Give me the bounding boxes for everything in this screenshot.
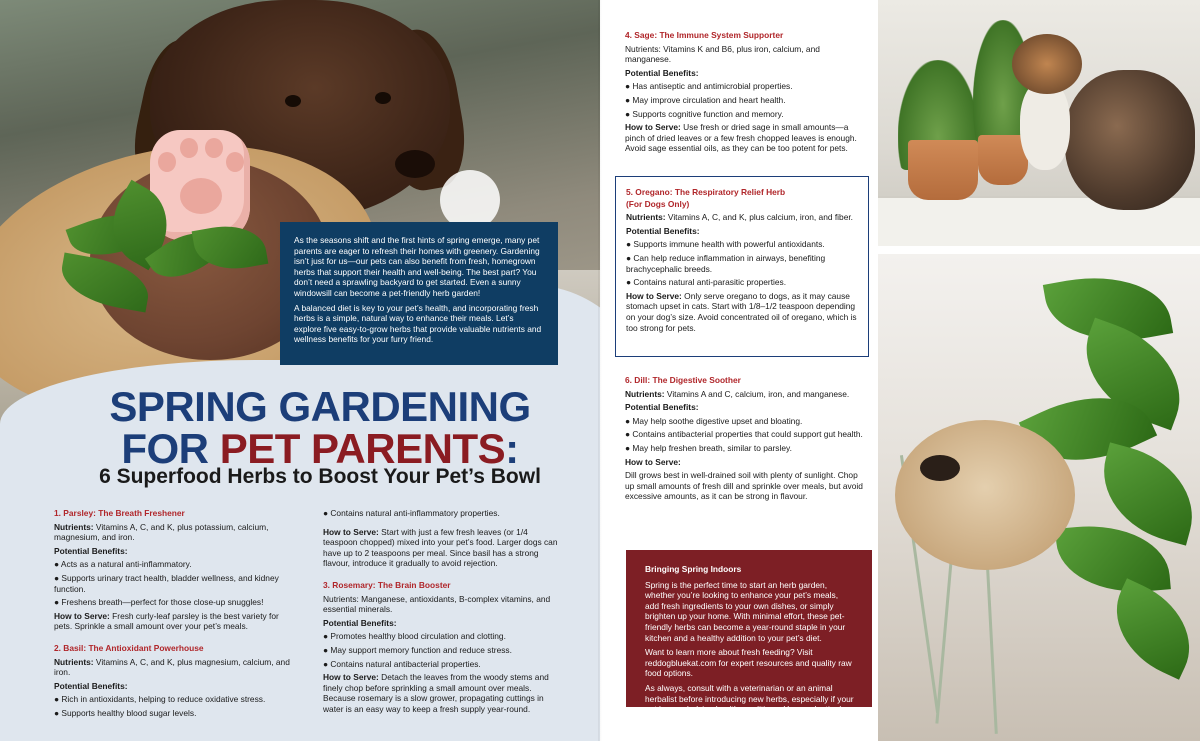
benefits-label: Potential Benefits:	[626, 225, 700, 236]
serve-label: How to Serve:	[625, 456, 681, 467]
oregano-nutrients	[626, 212, 858, 223]
oregano-serve-text: Only serve oregano to dogs, as it may cause stomach upset in cats. Start with 1/8–1/2 teaspoon depending on your dog’s size. Avoid concentrated oil of oregano, which is too strong for pets.	[626, 290, 857, 333]
basil-serve-text: Start with just a few fresh leaves (or 1/4 teaspoon chopped) mixed into your pet’s food. Larger dogs can have up to 2 teaspoons per meal. Since basil has a strong flavour, introduce it gradually to avoid rejection.	[323, 526, 558, 569]
basil-nutrients-text: Vitamins A, C, and K, plus magnesium, calcium, and iron.	[54, 656, 290, 678]
dill-section	[625, 375, 865, 505]
parsley-serve	[54, 611, 298, 632]
headline-colon: :	[505, 425, 519, 472]
dill-title: 6. Dill: The Digestive Soother	[625, 375, 741, 385]
spring-box-paragraph: Want to learn more about fresh feeding? Visit reddogbluekat.com for expert resources and quality raw food options.	[645, 647, 852, 679]
dill-benefit: ● May help soothe digestive upset and bloating.	[625, 415, 803, 426]
oregano-box	[615, 176, 869, 357]
herb-pot	[908, 140, 978, 200]
paw-toe-pad	[180, 138, 198, 158]
basil-serve	[323, 527, 563, 569]
column-left	[54, 508, 298, 722]
serve-label: How to Serve:	[323, 526, 379, 537]
paw-toe-pad	[205, 138, 223, 158]
nutrients-label: Nutrients:	[625, 388, 665, 399]
parsley-benefit: ● Acts as a natural anti-inflammatory.	[54, 559, 192, 570]
rosemary-title: 3. Rosemary: The Brain Booster	[323, 579, 451, 590]
sage-benefit: ● Has antiseptic and antimicrobial properties.	[625, 81, 793, 92]
benefits-label: Potential Benefits:	[323, 617, 397, 628]
benefits-label: Potential Benefits:	[54, 545, 128, 556]
serve-label: How to Serve:	[54, 610, 110, 621]
benefits-label: Potential Benefits:	[54, 680, 128, 691]
oregano-title: 5. Oregano: The Respiratory Relief Herb	[626, 187, 786, 197]
benefits-label: Potential Benefits:	[625, 67, 699, 78]
sage-nutrients: Nutrients: Vitamins K and B6, plus iron, calcium, and manganese.	[625, 43, 820, 65]
nutrients-label: Nutrients:	[626, 212, 666, 223]
dog-eye-left	[285, 95, 301, 107]
basil-title: 2. Basil: The Antioxidant Powerhouse	[54, 642, 204, 653]
column-middle	[323, 508, 563, 718]
dill-serve: Dill grows best in well-drained soil with plenty of sunlight. Chop up small amounts of fresh dill and sprinkle over meals, but avoid excessive amounts, as it can be strong in flavour.	[625, 470, 863, 502]
oregano-benefit: ● Can help reduce inflammation in airways, benefiting brachycephalic breeds.	[626, 252, 826, 274]
basil-nutrients	[54, 657, 298, 678]
dill-nutrients-text: Vitamins A and C, calcium, iron, and manganese.	[664, 388, 850, 399]
basil-benefit: ● Rich in antioxidants, helping to reduce oxidative stress.	[54, 694, 266, 705]
cat-head	[1012, 34, 1082, 94]
sage-benefit: ● Supports cognitive function and memory.	[625, 108, 784, 119]
spring-box-title: Bringing Spring Indoors	[645, 564, 742, 574]
parsley-nutrients-text: Vitamins A, C, and K, plus potassium, calcium, magnesium, and iron.	[54, 521, 269, 543]
parsley-nutrients	[54, 522, 298, 543]
dill-benefit: ● May help freshen breath, similar to parsley.	[625, 442, 792, 453]
paw-toe-pad	[158, 152, 176, 172]
pug-nose	[920, 455, 960, 481]
oregano-benefit: ● Supports immune health with powerful antioxidants.	[626, 239, 825, 250]
basil-benefit: ● Supports healthy blood sugar levels.	[54, 707, 197, 718]
headline-subtitle: 6 Superfood Herbs to Boost Your Pet’s Bowl	[99, 465, 541, 488]
intro-paragraph: A balanced diet is key to your pet’s health, and incorporating fresh herbs is a simple, natural way to enhance their meals. Let’s explore five easy-to-grow herbs that provide valuable nutrients and wellness benefits for your furry friend.	[294, 302, 542, 345]
rosemary-benefit: ● May support memory function and reduce stress.	[323, 644, 512, 655]
spring-box-paragraph: As always, consult with a veterinarian or an animal herbalist before introducing new herbs, especially if your pet has underlying health conditions. Happy planting!	[645, 682, 854, 715]
headline-for: FOR	[121, 425, 220, 472]
rosemary-nutrients: Nutrients: Manganese, antioxidants, B-complex vitamins, and essential minerals.	[323, 593, 551, 615]
pug-face	[895, 420, 1075, 570]
rosemary-benefit: ● Promotes healthy blood circulation and clotting.	[323, 631, 506, 642]
page-gutter	[598, 0, 602, 741]
nutrients-label: Nutrients:	[54, 656, 94, 667]
serve-label: How to Serve:	[625, 122, 681, 133]
sage-title: 4. Sage: The Immune System Supporter	[625, 30, 784, 40]
rosemary-serve	[323, 672, 563, 714]
rosemary-serve-text: Detach the leaves from the woody stems and finely chop before sprinkling a small amount over meals. Because rosemary is a slow grower, propagating cuttings in water is an easy way to keep a fresh supply year-round.	[323, 672, 549, 714]
sage-serve-text: Use fresh or dried sage in small amounts—a pinch of dried leaves or a few fresh chopped leaves is enough. Avoid sage essential oils, as they can be too potent for pets.	[625, 122, 857, 154]
serve-label: How to Serve:	[323, 672, 379, 683]
paw-toe-pad	[226, 152, 244, 172]
spring-box-credit: Red Dog Blue Kat, www.reddogbluekat.com	[645, 719, 782, 727]
oregano-serve	[626, 291, 858, 333]
dog-nose	[395, 150, 435, 178]
oregano-subtitle: (For Dogs Only)	[626, 198, 690, 209]
benefits-label: Potential Benefits:	[625, 402, 699, 413]
dill-nutrients	[625, 389, 865, 400]
cat-body	[1065, 70, 1195, 210]
dog-eye-right	[375, 92, 391, 104]
spring-box-paragraph: Spring is the perfect time to start an herb garden, whether you’re looking to enhance your pet’s meals, add fresh ingredients to your own dishes, or simply brighten up your home. With minimal effort, these pet-friendly herbs can become a year-round staple in your kitchen and a healthy addition to your pet’s diet.	[645, 579, 846, 643]
sage-section	[625, 30, 865, 157]
basil-leaf	[1097, 578, 1200, 679]
headline-line-1: SPRING GARDENING	[109, 383, 531, 430]
paw-main-pad	[180, 178, 222, 214]
sage-serve	[625, 122, 865, 154]
headline-pet-parents: PET PARENTS	[219, 425, 506, 472]
parsley-title: 1. Parsley: The Breath Freshener	[54, 508, 185, 518]
serve-label: How to Serve:	[626, 290, 682, 301]
rosemary-benefit: ● Contains natural antibacterial properties.	[323, 658, 481, 669]
intro-paragraph: As the seasons shift and the first hints of spring emerge, many pet parents are eager to refresh their homes with greenery. Gardening isn’t just for us—our pets can also benefit from fresh, homegrown herbs that support their health and well-being. The best part? You don’t need a sprawling backyard to get started. Even a sunny windowsill can become a pet-friendly herb garden!	[294, 235, 540, 298]
basil-benefit: ● Contains natural anti-inflammatory properties.	[323, 508, 500, 518]
parsley-benefit: ● Freshens breath—perfect for those close-up snuggles!	[54, 597, 264, 608]
spring-indoors-box	[626, 550, 872, 727]
oregano-nutrients-text: Vitamins A, C, and K, plus calcium, iron, and fiber.	[665, 212, 854, 223]
dill-benefit: ● Contains antibacterial properties that could support gut health.	[625, 429, 863, 440]
nutrients-label: Nutrients:	[54, 521, 94, 532]
sage-benefit: ● May improve circulation and heart health.	[625, 94, 786, 105]
parsley-benefit: ● Supports urinary tract health, bladder wellness, and kidney function.	[54, 572, 279, 594]
intro-box	[280, 222, 558, 365]
parsley-serve-text: Fresh curly-leaf parsley is the best variety for pets. Sprinkle a small amount over your pet’s meals.	[54, 610, 279, 632]
oregano-benefit: ● Contains natural anti-parasitic properties.	[626, 277, 787, 288]
paw-print-decoration	[440, 170, 500, 230]
